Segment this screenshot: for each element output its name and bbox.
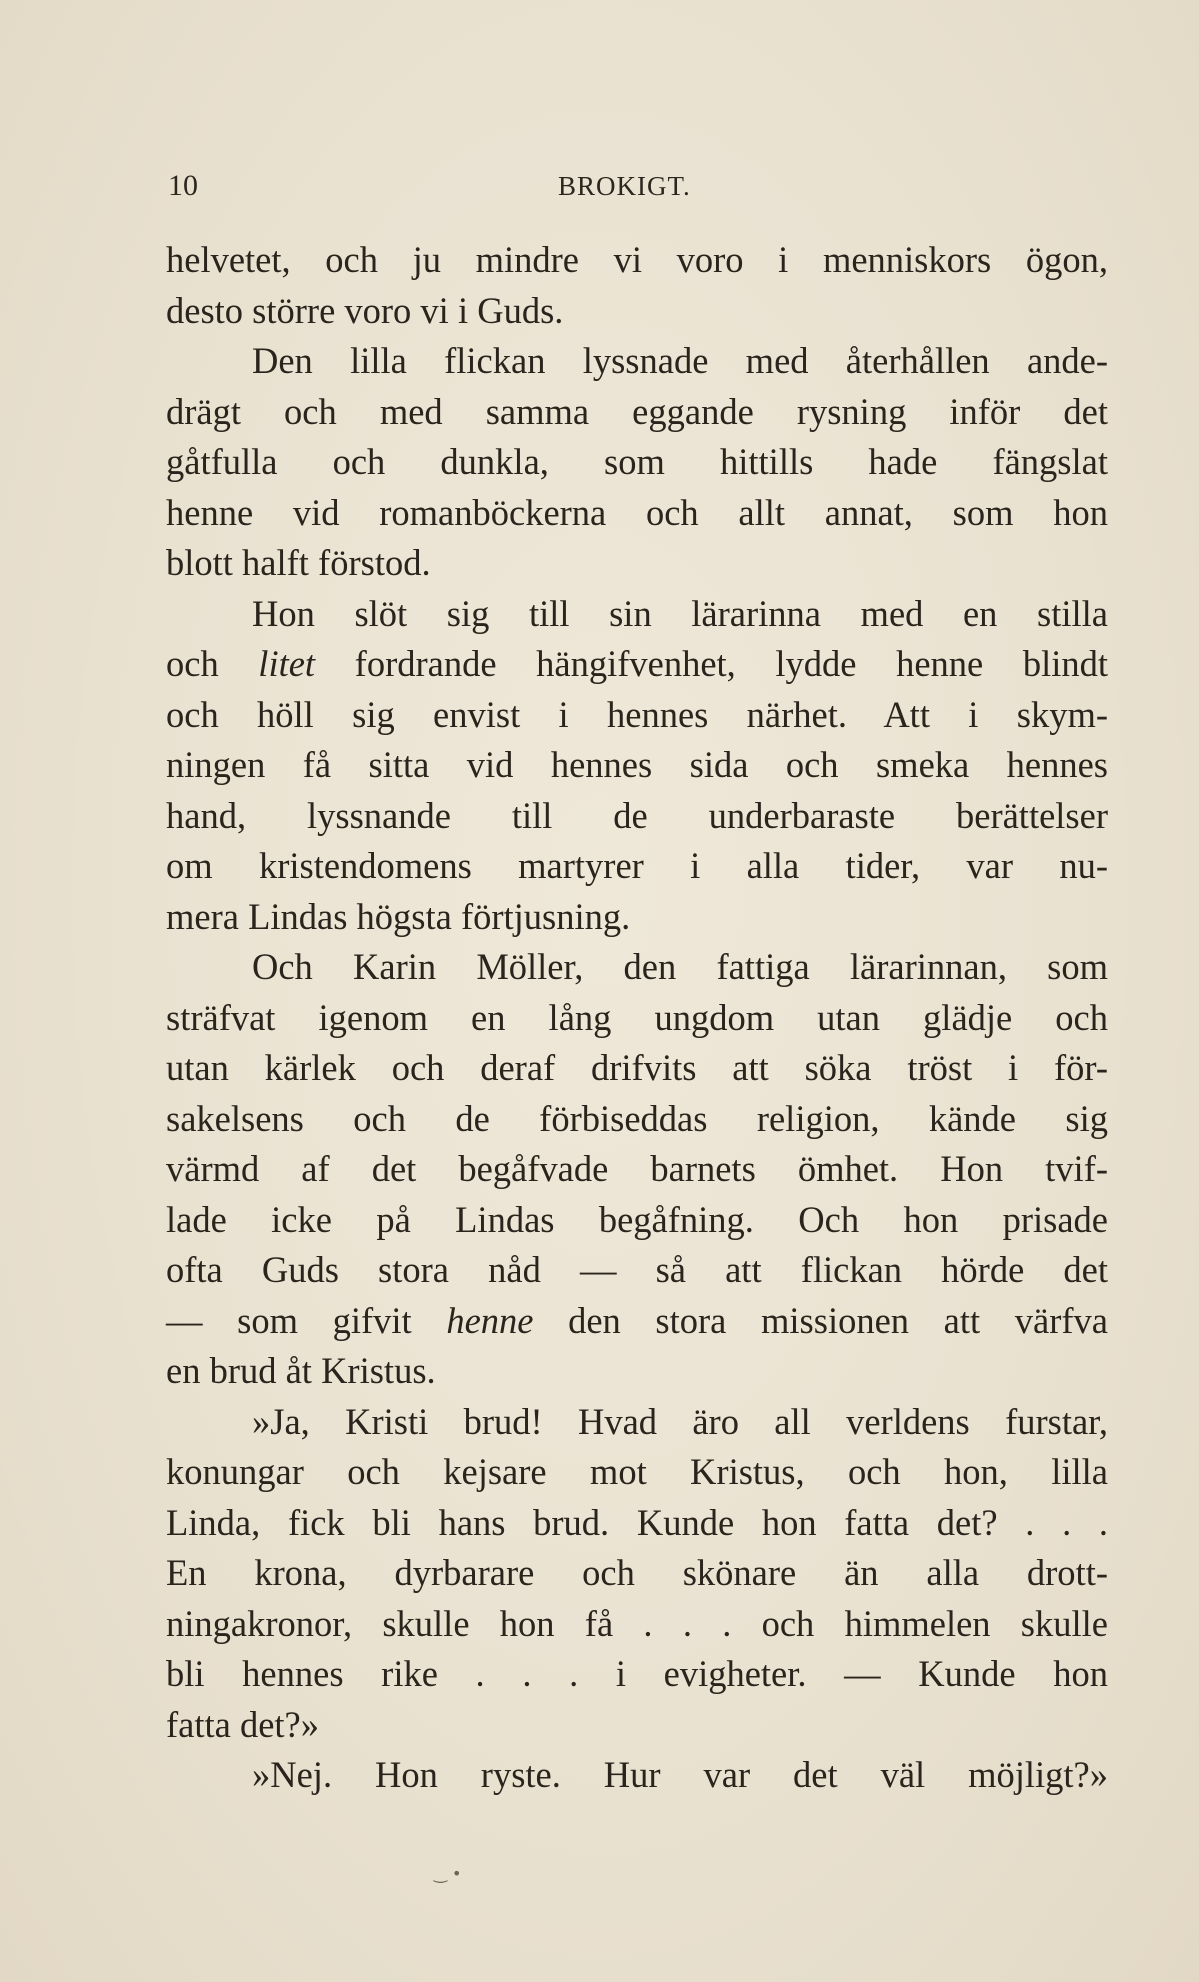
text-line bbox=[166, 437, 1108, 488]
text-line bbox=[166, 1447, 1108, 1498]
text-line-content: blott halft förstod. bbox=[166, 542, 431, 583]
text-line-content: »Ja, Kristi brud! Hvad äro all verldens furstar, bbox=[252, 1400, 1108, 1442]
emphasized-word: henne bbox=[446, 1299, 534, 1341]
text-line bbox=[166, 993, 1108, 1044]
text-line-content: Linda, fick bli hans brud. Kunde hon fatta det? . . . bbox=[166, 1501, 1108, 1543]
text-line-content: desto större voro vi i Guds. bbox=[166, 289, 564, 331]
text-line bbox=[166, 1700, 1108, 1751]
text-line-content: ningakronor, skulle hon få . . . och himmelen skulle bbox=[166, 1602, 1108, 1644]
text-line-continuation: fordrande hängifvenhet, lydde henne blindt bbox=[315, 643, 1108, 684]
text-line-continuation: den stora missionen att värfva bbox=[533, 1299, 1108, 1341]
text-line bbox=[166, 1498, 1108, 1549]
text-line-content: gåtfulla och dunkla, som hittills hade fängslat bbox=[166, 441, 1108, 482]
page-header bbox=[168, 166, 718, 216]
text-line bbox=[166, 1195, 1108, 1246]
text-line-content: drägt och med samma eggande rysning inför det bbox=[166, 390, 1108, 432]
text-line-content: ofta Guds stora nåd — så att flickan hörde det bbox=[166, 1249, 1108, 1290]
text-line bbox=[166, 589, 1108, 640]
text-line-content: hand, lyssnande till de underbaraste berättelser bbox=[166, 794, 1108, 836]
page-ornament: ‿ • bbox=[434, 1864, 462, 1883]
text-line bbox=[166, 1599, 1108, 1650]
text-line bbox=[166, 1296, 1108, 1347]
text-line bbox=[166, 1346, 1108, 1397]
text-line-content: en brud åt Kristus. bbox=[166, 1350, 436, 1391]
text-line bbox=[166, 892, 1108, 943]
text-line bbox=[166, 1397, 1108, 1448]
text-line-content: och bbox=[166, 643, 259, 684]
text-line-content: helvetet, och ju mindre vi voro i menniskors ögon, bbox=[166, 239, 1108, 280]
text-line-content: mera Lindas högsta förtjusning. bbox=[166, 895, 631, 937]
text-line bbox=[166, 639, 1108, 690]
text-line bbox=[166, 488, 1108, 539]
text-line bbox=[166, 942, 1108, 993]
text-line-content: Hon slöt sig till sin lärarinna med en stilla bbox=[252, 592, 1108, 634]
text-line bbox=[166, 286, 1108, 337]
text-line bbox=[166, 538, 1108, 589]
text-line bbox=[166, 1649, 1108, 1700]
text-line-content: värmd af det begåfvade barnets ömhet. Hon tvif- bbox=[166, 1148, 1108, 1189]
text-line-content: sträfvat igenom en lång ungdom utan glädje och bbox=[166, 996, 1108, 1038]
text-line-content: fatta det?» bbox=[166, 1703, 320, 1745]
body-text bbox=[166, 235, 1108, 1801]
text-line-content: konungar och kejsare mot Kristus, och hon, lilla bbox=[166, 1451, 1108, 1492]
text-line bbox=[166, 690, 1108, 741]
text-line-content: och höll sig envist i hennes närhet. Att i skym- bbox=[166, 693, 1108, 735]
text-line bbox=[166, 1094, 1108, 1145]
text-line bbox=[166, 336, 1108, 387]
page-number: 10 bbox=[168, 169, 198, 202]
text-line-content: ningen få sitta vid hennes sida och smeka hennes bbox=[166, 744, 1108, 785]
text-line-content: utan kärlek och deraf drifvits att söka tröst i för- bbox=[166, 1047, 1108, 1088]
text-line-content: om kristendomens martyrer i alla tider, var nu- bbox=[166, 845, 1108, 886]
text-line bbox=[166, 235, 1108, 286]
text-line-content: sakelsens och de förbiseddas religion, kände sig bbox=[166, 1097, 1108, 1139]
text-line bbox=[166, 1144, 1108, 1195]
text-line bbox=[166, 387, 1108, 438]
text-line-content: En krona, dyrbarare och skönare än alla drott- bbox=[166, 1552, 1108, 1593]
running-head: BROKIGT. bbox=[558, 171, 691, 201]
emphasized-word: litet bbox=[258, 643, 316, 684]
text-line bbox=[166, 791, 1108, 842]
text-line bbox=[166, 841, 1108, 892]
text-line bbox=[166, 1548, 1108, 1599]
text-line bbox=[166, 1245, 1108, 1296]
text-line bbox=[166, 740, 1108, 791]
text-line-content: Den lilla flickan lyssnade med återhållen ande- bbox=[252, 340, 1108, 381]
text-line-content: — som gifvit bbox=[166, 1299, 447, 1341]
text-line bbox=[166, 1043, 1108, 1094]
text-line-content: Och Karin Möller, den fattiga lärarinnan, som bbox=[252, 946, 1108, 987]
text-line-content: bli hennes rike . . . i evigheter. — Kunde hon bbox=[166, 1653, 1108, 1694]
text-line-content: lade icke på Lindas begåfning. Och hon prisade bbox=[166, 1198, 1108, 1240]
text-line-content: »Nej. Hon ryste. Hur var det väl möjligt?» bbox=[252, 1754, 1108, 1795]
text-line bbox=[166, 1750, 1108, 1801]
text-line-content: henne vid romanböckerna och allt annat, som hon bbox=[166, 491, 1108, 533]
